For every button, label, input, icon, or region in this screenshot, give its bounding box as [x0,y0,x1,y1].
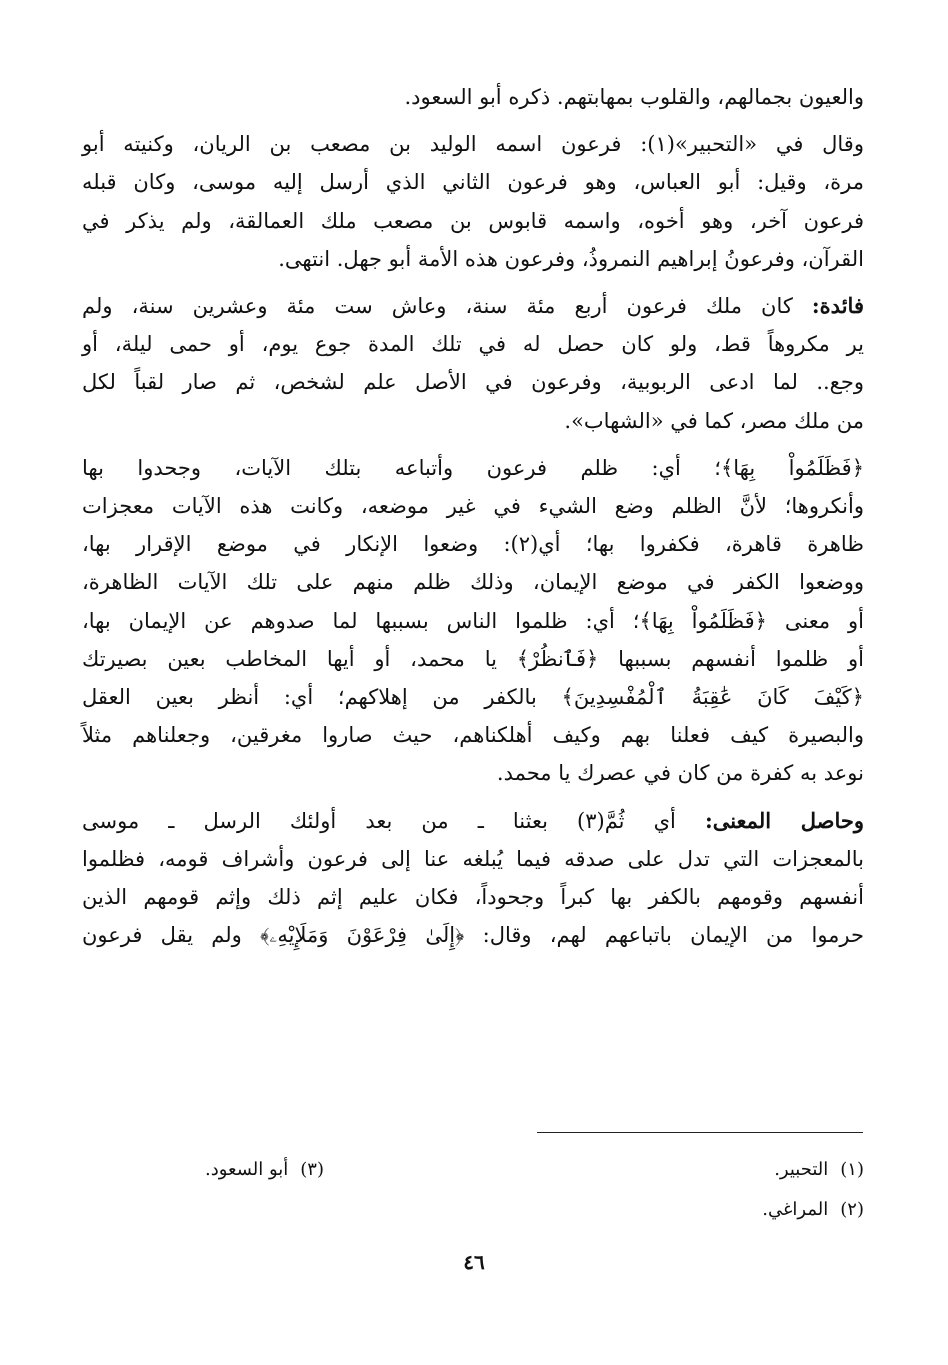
text-line-with-lead [82,802,864,840]
text-line: أو ظلموا أنفسهم بسببها ﴿فَٱنظُرْ﴾ يا محمد، أو أيها المخاطب بعين بصيرتك [82,646,864,671]
paragraph-1 [82,78,864,116]
text-line: من ملك مصر، كما في «الشهاب». [564,408,864,433]
text-line: أنفسهم وقومهم بالكفر بها كبراً وجحوداً، فكان عليم إثم ذلك وإثم قومهم الذين [82,885,864,910]
footnote-2 [324,1190,864,1230]
text-line: وجع.. لما ادعى الربوبية، وفرعون في الأصل علم لشخص، ثم صار لقباً لكل [82,370,864,395]
text-line: والبصيرة كيف فعلنا بهم وكيف أهلكناهم، حيث صاروا مغرقين، وجعلناهم مثلاً [82,723,864,748]
text-line-with-lead [82,287,864,325]
footnote-text: التحبير. [774,1159,829,1180]
text-line: ظاهرة قاهرة، فكفروا بها؛ أي(٢): وضعوا الإنكار في موضع الإقرار بها، [82,532,864,557]
footnote-divider [537,1132,863,1133]
footnote-row [82,1190,864,1230]
text-line: بالمعجزات التي تدل على صدقه فيما يُبلغه عنا إلى فرعون وأشراف قومه، فظلموا [82,846,864,871]
paragraph-3 [82,287,864,440]
footnote-number: (٣) [300,1159,324,1180]
page-number: ٤٦ [463,1250,485,1274]
lead-phrase: وحاصل المعنى: [704,807,865,833]
page-body [82,78,864,963]
footnote-row [82,1150,864,1190]
footnote-number: (٢) [840,1199,864,1220]
text-line: مرة، وقيل: أبو العباس، وهو فرعون الثاني الذي أرسل إليه موسى، وكان قبله [82,170,864,195]
text-line: القرآن، وفرعونُ إبراهيم النمروذُ، وفرعون هذه الأمة أبو جهل. انتهى. [278,246,864,271]
footnote-1 [324,1150,864,1190]
text-line: ﴿فَظَلَمُواْ بِهَا﴾؛ أي: ظلم فرعون وأتباعه بتلك الآيات، وجحدوا بها [82,455,864,480]
footnote-text: المراغي. [762,1199,829,1220]
text-line: فرعون آخر، وهو أخوه، واسمه قابوس بن مصعب ملك العمالقة، ولم يذكر في [82,208,864,233]
paragraph-4 [82,449,864,793]
text-run: كان ملك فرعون أربع مئة سنة، وعاش ست مئة وعشرين سنة، ولم [82,294,793,319]
text-line: ير مكروهاً قط، ولو كان حصل له في تلك المدة جوع يوم، أو حمى ليلة، أو [82,332,864,357]
footnote-number: (١) [840,1159,864,1180]
text-line: نوعد به كفرة من كان في عصرك يا محمد. [496,761,864,786]
text-line: حرموا من الإيمان باتباعهم لهم، وقال: ﴿إِلَىٰ فِرْعَوْنَ وَمَلَإِيْهِۦ﴾ ولم يقل فرعون [82,923,864,948]
paragraph-5 [82,802,864,955]
text-run: أي ثُمَّ(٣) بعثنا ـ من بعد أولئك الرسل ـ موسى [82,808,676,833]
text-line: وأنكروها؛ لأنَّ الظلم وضع الشيء في غير موضعه، وكانت هذه الآيات معجزات [82,494,864,519]
text-line: والعيون بجمالهم، والقلوب بمهابتهم. ذكره أبو السعود. [404,85,864,109]
footnote-3 [82,1150,324,1190]
text-line: ووضعوا الكفر في موضع الإيمان، وذلك ظلم منهم على تلك الآيات الظاهرة، [82,570,864,595]
paragraph-2 [82,125,864,278]
footnotes [82,1150,864,1230]
lead-word: فائدة: [811,293,864,319]
text-line: ﴿كَيْفَ كَانَ عَٰقِبَةُ ٱلْمُفْسِدِينَ﴾ بالكفر من إهلاكهم؛ أي: أنظر بعين العقل [82,685,864,710]
footnote-text: أبو السعود. [204,1159,289,1180]
text-line: أو معنى ﴿فَظَلَمُواْ بِهَا﴾؛ أي: ظلموا الناس بسببها لما صدوهم عن الإيمان بها، [82,608,864,633]
text-line: وقال في «التحبير»(١): فرعون اسمه الوليد بن مصعب بن الريان، وكنيته أبو [82,132,864,157]
